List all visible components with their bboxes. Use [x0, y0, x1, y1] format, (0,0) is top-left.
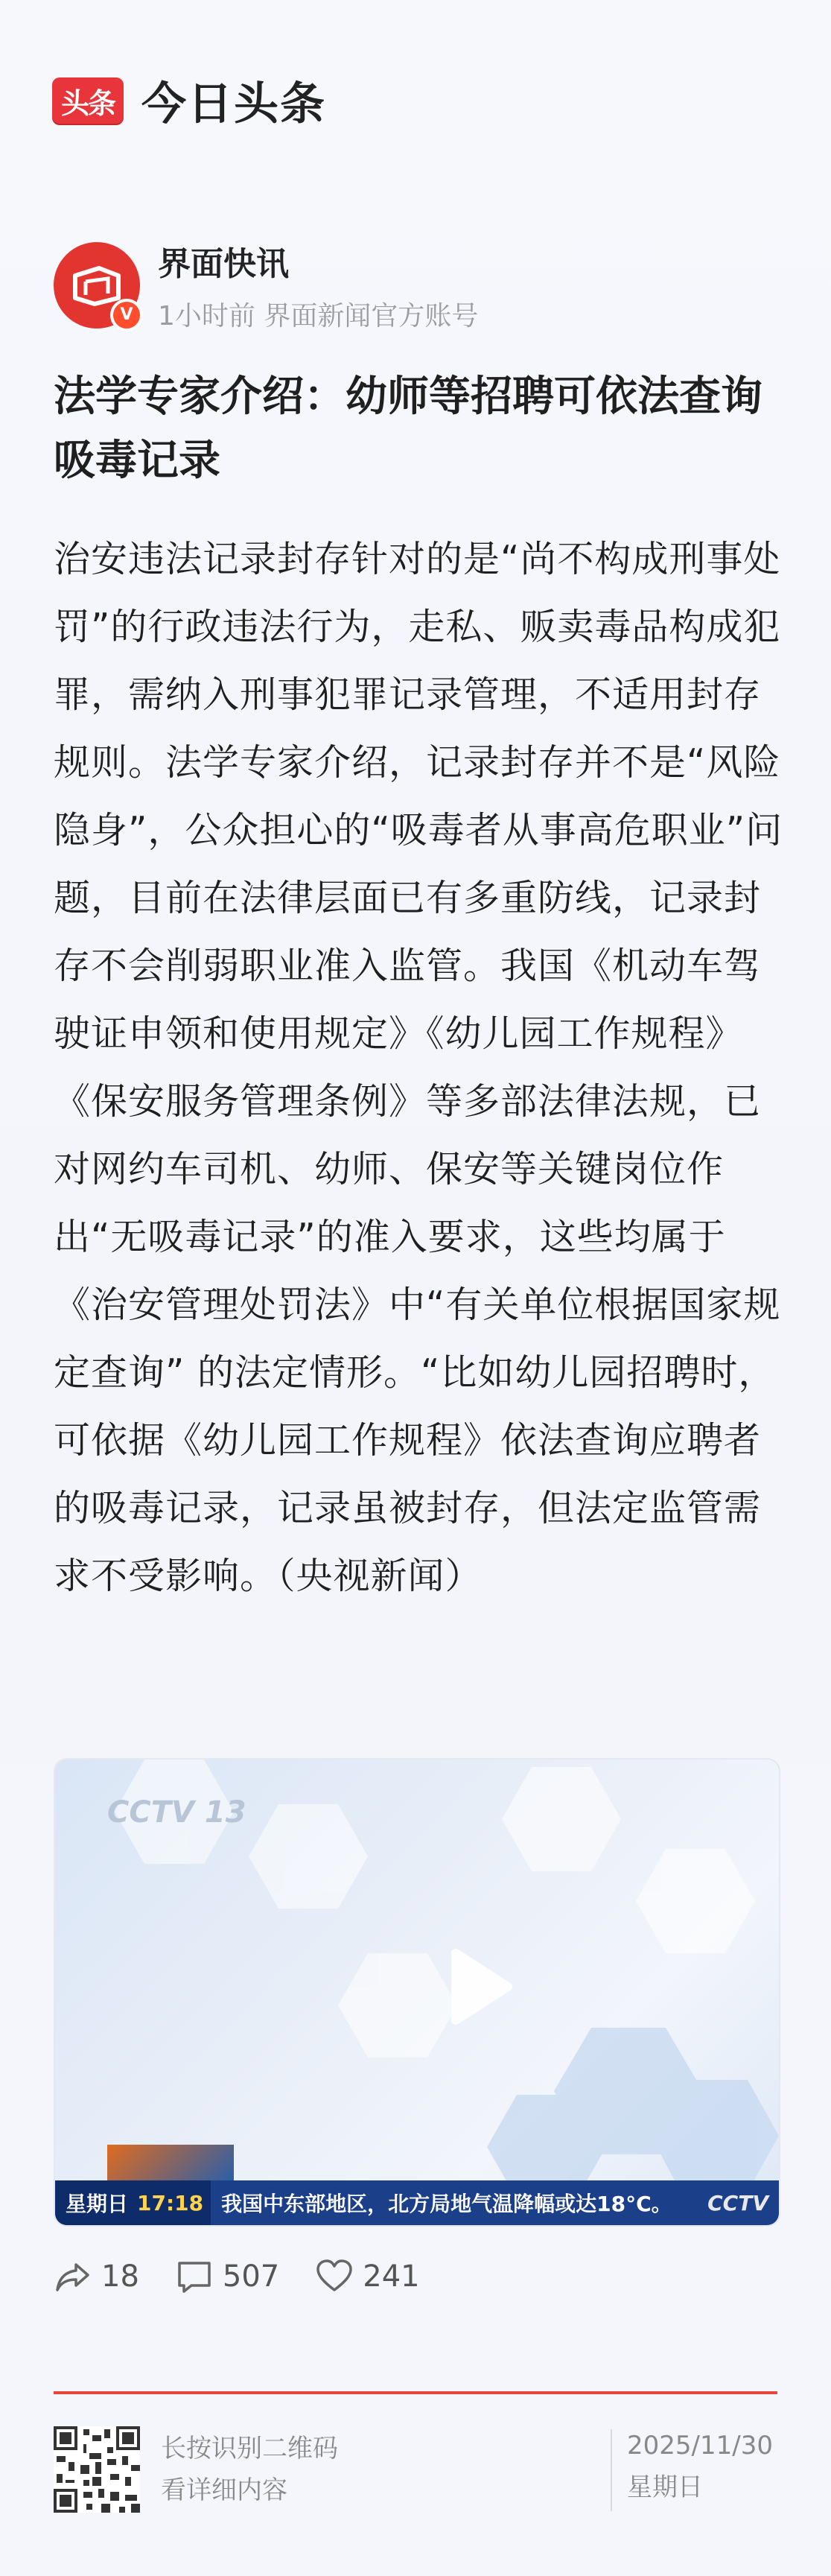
like-count: 241: [363, 2259, 420, 2294]
comment-count: 507: [222, 2259, 280, 2294]
channel-watermark: CCTV 13: [107, 1795, 246, 1830]
avatar[interactable]: [54, 242, 140, 329]
footer-divider: [54, 2391, 777, 2394]
author-name[interactable]: 界面快讯: [158, 245, 289, 283]
ticker-brand: CCTV: [707, 2190, 768, 2215]
footer-date: 2025/11/30: [627, 2431, 773, 2461]
ticker-thumbnail: [107, 2145, 234, 2180]
author-block[interactable]: [54, 237, 478, 333]
app-title: 今日头条: [141, 78, 326, 130]
ticker-time: 17:18: [137, 2190, 204, 2215]
play-icon[interactable]: [442, 1946, 517, 2028]
comment-icon: [175, 2257, 214, 2296]
like-button[interactable]: [315, 2257, 419, 2296]
article-body: 治安违法记录封存针对的是“尚不构成刑事处罚”的行政违法行为，走私、贩卖毒品构成犯罪，需纳入刑事犯罪记录管理，不适用封存规则。法学专家介绍，记录封存并不是“风险隐身”，公众担心的“吸毒者从事高危职业”问题，目前在法律层面已有多重防线，记录封存不会削弱职业准入监管。我国《机动车驾驶证申领和使用规定》《幼儿园工作规程》《保安服务管理条例》等多部法律法规，已对网约车司机、幼师、保安等关键岗位作出“无吸毒记录”的准入要求，这些均属于《治安管理处罚法》中“有关单位根据国家规定查询” 的法定情形。“比如幼儿园招聘时，可依据《幼儿园工作规程》依法查询应聘者的吸毒记录，记录虽被封存，但法定监管需求不受影响。（央视新闻）: [54, 538, 783, 1597]
verified-badge-icon: V: [110, 299, 143, 331]
qr-hint-line1: 长按识别二维码: [161, 2434, 338, 2464]
app-header: [52, 71, 326, 130]
footer-separator: [611, 2429, 612, 2511]
ticker-day: 星期日: [66, 2192, 129, 2216]
action-bar: [54, 2257, 420, 2296]
app-logo: 头条: [52, 77, 124, 124]
share-button[interactable]: [54, 2257, 139, 2296]
qr-hint-line2: 看详细内容: [161, 2475, 287, 2505]
share-count: 18: [101, 2259, 139, 2294]
share-icon: [54, 2257, 92, 2296]
footer-weekday: 星期日: [627, 2472, 703, 2502]
video-player[interactable]: [54, 1758, 780, 2227]
footer: [54, 2425, 777, 2514]
news-ticker: [55, 2180, 779, 2225]
like-icon: [315, 2257, 354, 2296]
article-title: 法学专家介绍：幼师等招聘可依法查询吸毒记录: [54, 372, 762, 485]
qr-code-icon[interactable]: [54, 2426, 140, 2513]
comment-button[interactable]: [175, 2257, 279, 2296]
post-meta: 1小时前 界面新闻官方账号: [158, 301, 479, 331]
ticker-text: 我国中东部地区，北方局地气温降幅或达18°C。: [221, 2192, 672, 2216]
